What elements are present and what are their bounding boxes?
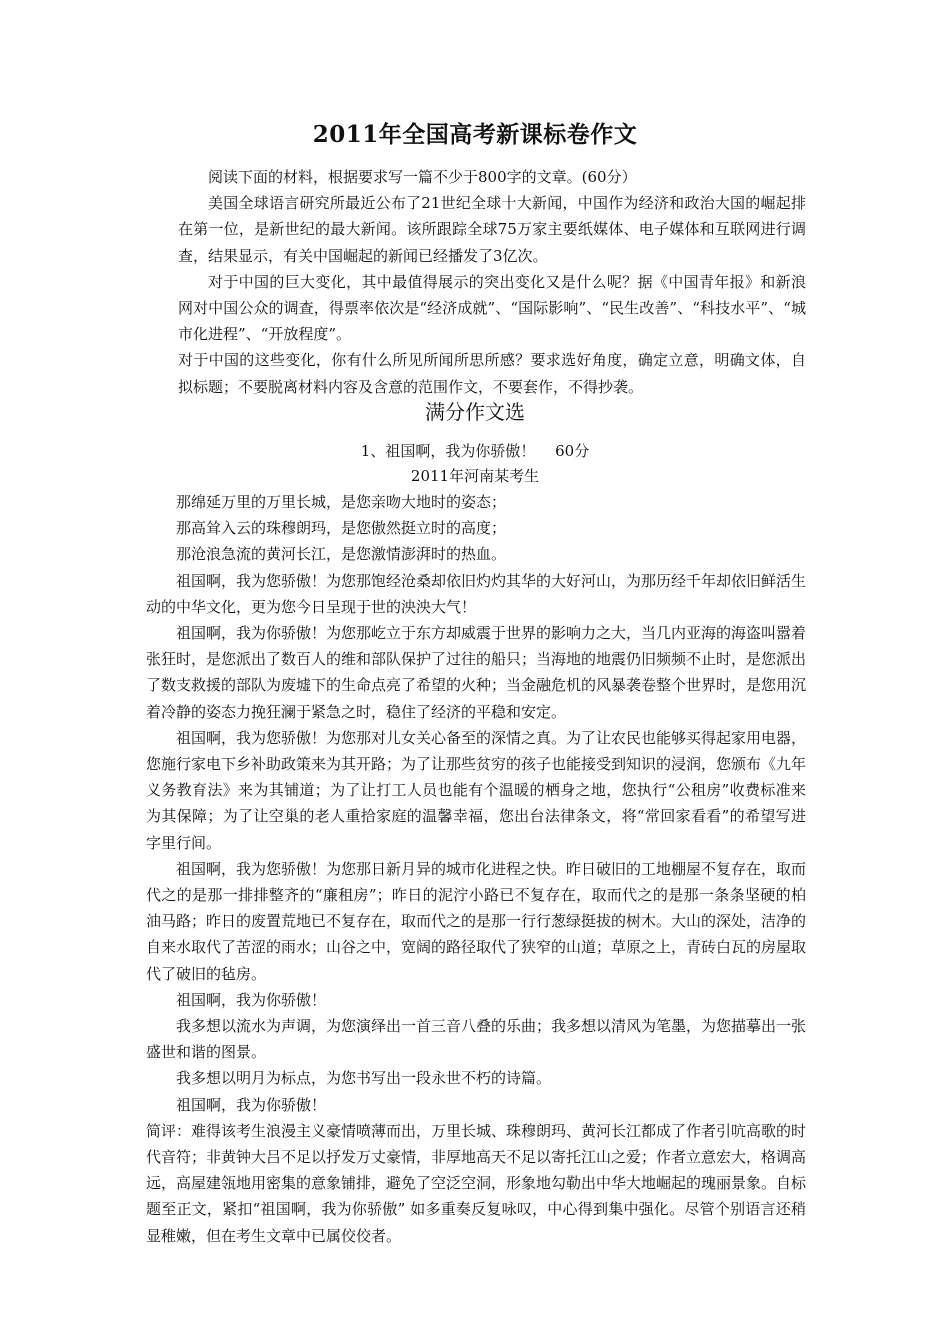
essay-paragraph: 我多想以明月为标点，为您书写出一段永世不朽的诗篇。 (176, 1069, 552, 1088)
essay-paragraph: 祖国啊，我为您骄傲！为您那日新月异的城市化进程之快。昨日破旧的工地棚屋不复存在，取而代之的是那一排排整齐的“廉租房”；昨日的泥泞小路已不复存在，取而代之的是那一条条坚硬的柏油马路；昨日的废置荒地已不复存在，取而代之的是那一行行葱绿挺拔的树木。大山的深处，洁净的自来水取代了苦涩的雨水；山谷之中，宽阔的路径取代了狭窄的山道；草原之上，青砖白瓦的房屋取代了破旧的毡房。 (146, 859, 807, 983)
essay-paragraph: 祖国啊，我为您骄傲！为您那饱经沧桑却依旧灼灼其华的大好河山，为那历经千年却依旧鲜活生动的中华文化，更为您今日呈现于世的泱泱大气！ (146, 571, 807, 616)
prompt-material-paragraph: 对于中国的巨大变化，其中最值得展示的突出变化又是什么呢？据《中国青年报》和新浪网对中国公众的调查，得票率依次是“经济成就”、“国际影响”、“民生改善”、“科技水平”、“城市化进程”、“开放程度”。 (178, 272, 806, 344)
prompt-instruction: 阅读下面的材料，根据要求写一篇不少于800字的文章。(60分） (208, 168, 637, 186)
essay-paragraph: 那高耸入云的珠穆朗玛，是您傲然挺立时的高度； (176, 519, 507, 538)
prompt-section (178, 164, 806, 400)
essay-paragraph: 祖国啊，我为你骄傲！为您那屹立于东方却威震于世界的影响力之大，当几内亚海的海盗叫嚣着张狂时，是您派出了数百人的维和部队保护了过往的船只；当海地的地震仍旧频频不止时，是您派出了数支救援的部队为废墟下的生命点亮了希望的火种；当金融危机的风暴袭卷整个世界时，是您用沉着冷静的姿态力挽狂澜于紧急之时，稳住了经济的平稳和安定。 (146, 624, 807, 721)
essay-paragraph: 祖国啊，我为你骄傲！ (176, 990, 327, 1009)
essay-title: 1、祖国啊，我为你骄傲！ 60分 (360, 442, 590, 460)
essay-body (146, 489, 806, 1249)
essay-paragraph: 那沧浪急流的黄河长江，是您激情澎湃时的热血。 (176, 545, 507, 564)
essay-paragraph: 祖国啊，我为您骄傲！为您那对儿女关心备至的深情之真。为了让农民也能够买得起家用电器，您施行家电下乡补助政策来为其开路；为了让那些贫穷的孩子也能接受到知识的浸润，您颁布《九年义务教育法》来为其铺道；为了让打工人员也能有个温暖的栖身之地，您执行“公租房”收费标准来为其保障；为了让空巢的老人重拾家庭的温馨幸福，您出台法律条文，将“常回家看看”的希望写进字里行间。 (146, 728, 807, 852)
essay-paragraph: 祖国啊，我为你骄傲！ (176, 1095, 327, 1114)
essay-paragraph: 我多想以流水为声调，为您演绎出一首三音八叠的乐曲；我多想以清风为笔墨，为您描摹出一张盛世和谐的图景。 (146, 1017, 807, 1062)
essay-review: 简评：难得该考生浪漫主义豪情喷薄而出，万里长城、珠穆朗玛、黄河长江都成了作者引吭高歌的时代音符；非黄钟大吕不足以抒发万丈豪情，非厚地高天不足以寄托江山之爱；作者立意宏大，格调高远，高屋建瓴地用密集的意象铺排，避免了空泛空洞，形象地勾勒出中华大地崛起的瑰丽景象。自标题至正文，紧扣“祖国啊，我为你骄傲” 如多重奏反复咏叹，中心得到集中强化。尽管个别语言还稍显稚嫩，但在考生文章中已属佼佼者。 (146, 1121, 807, 1245)
section-title: 满分作文选 (425, 400, 525, 424)
essay-paragraph: 那绵延万里的万里长城，是您亲吻大地时的姿态； (176, 493, 507, 511)
essay-author: 2011年河南某考生 (410, 467, 540, 485)
prompt-requirement: 对于中国的这些变化，你有什么所见所闻所思所感？要求选好角度，确定立意，明确文体，自拟标题；不要脱离材料内容及含意的范围作文，不要套作，不得抄袭。 (178, 351, 806, 396)
document-title: 2011年全国高考新课标卷作文 (312, 121, 638, 148)
prompt-material-paragraph: 美国全球语言研究所最近公布了21世纪全球十大新闻，中国作为经济和政治大国的崛起排在第一位，是新世纪的最大新闻。该所跟踪全球75万家主要纸媒体、电子媒体和互联网进行调查，结果显示，有关中国崛起的新闻已经播发了3亿次。 (178, 194, 806, 265)
